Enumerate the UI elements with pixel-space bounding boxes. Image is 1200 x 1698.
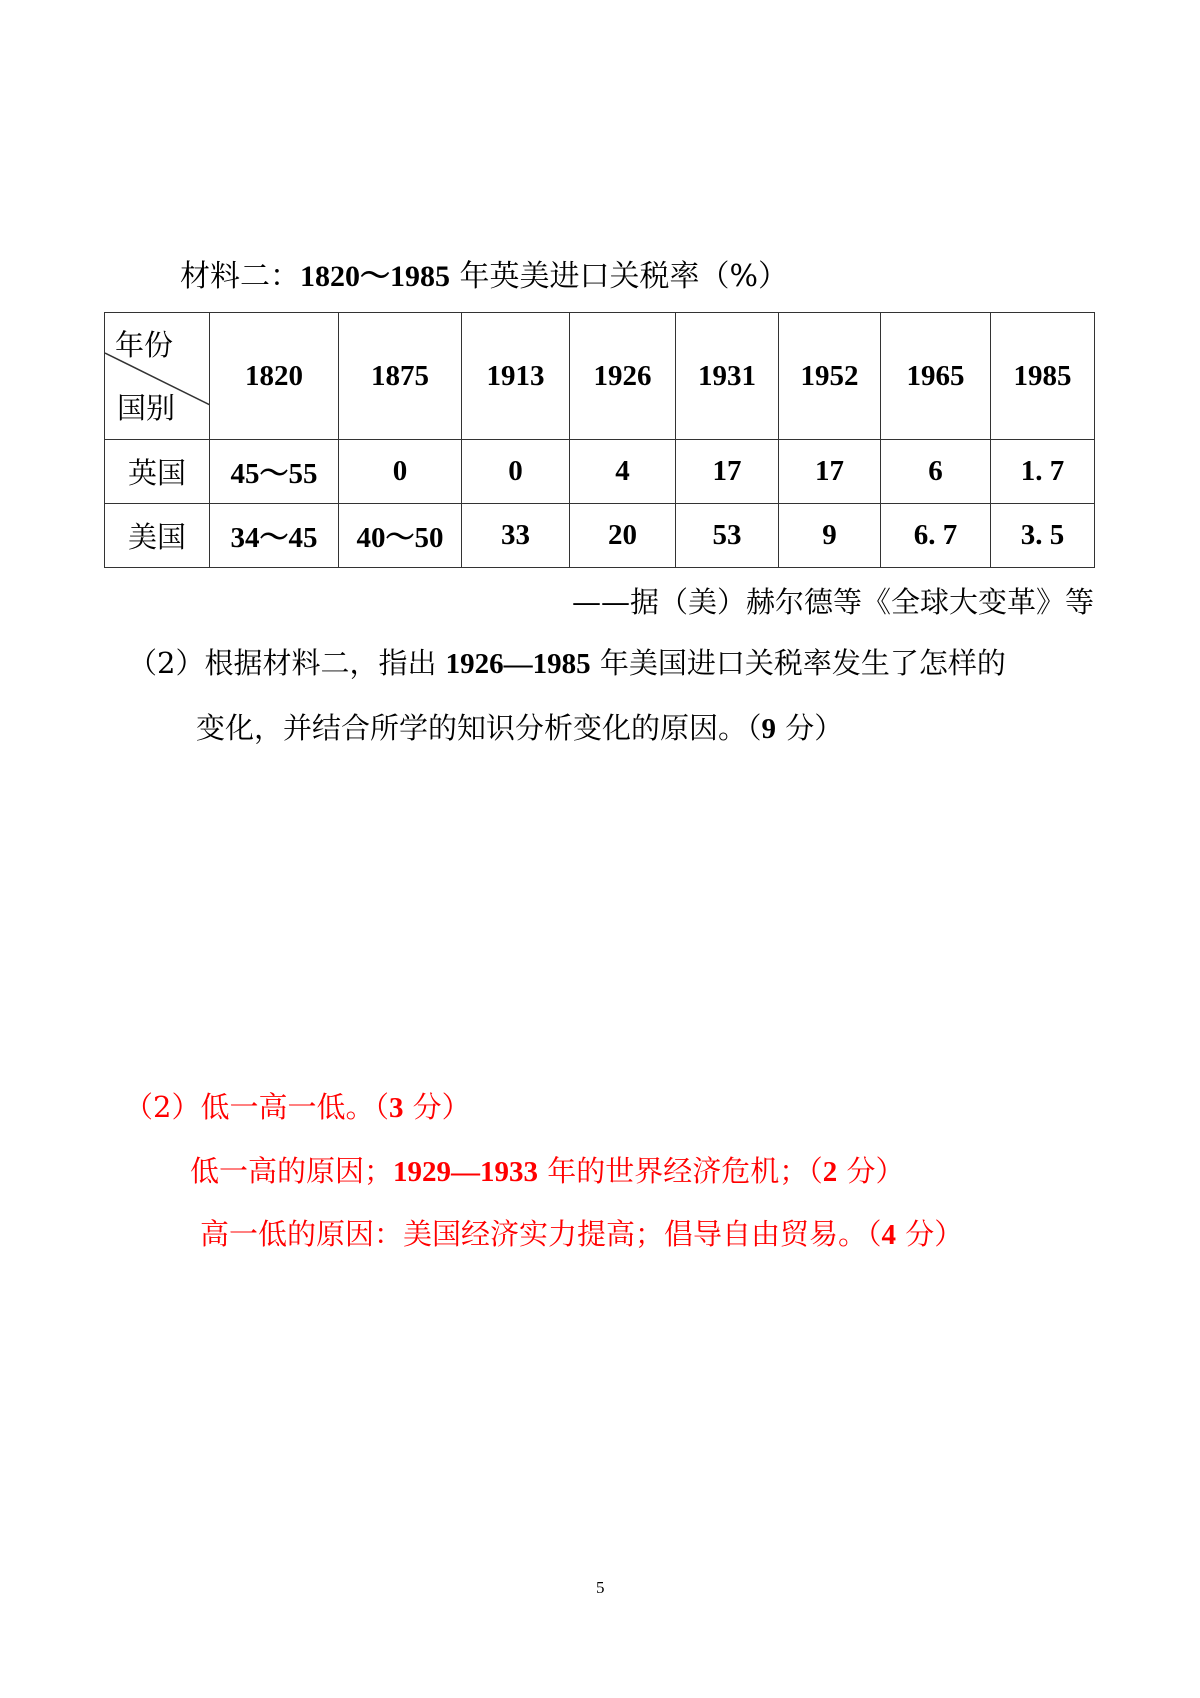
answer-line-2	[190, 1152, 904, 1191]
table-corner-cell	[105, 313, 210, 440]
tariff-table	[104, 312, 1095, 568]
question-text-part2: 年美国进口关税率发生了怎样的	[590, 646, 1006, 680]
question-text-part1: 根据材料二，指出	[204, 646, 446, 680]
table-cell: 0	[462, 440, 570, 504]
answer-line1-points: 3	[388, 1092, 404, 1124]
table-cell: 40～50	[339, 504, 462, 568]
answer-line2-years: 1929—1933	[393, 1156, 539, 1188]
question-number: （2）	[128, 646, 205, 680]
question-text-line2b: 分）	[776, 711, 844, 745]
table-cell: 1. 7	[991, 440, 1095, 504]
year-header: 1985	[991, 313, 1095, 440]
question-2	[128, 644, 1098, 748]
answer-line1-suffix: 分）	[403, 1090, 471, 1124]
answer-line2-suffix: 分）	[837, 1154, 905, 1188]
question-line-2	[128, 709, 1098, 748]
corner-country-label: 国别	[117, 391, 176, 425]
year-header: 1952	[779, 313, 881, 440]
question-points: 9	[761, 713, 777, 745]
table-row-us	[105, 504, 1095, 568]
table-cell: 3. 5	[991, 504, 1095, 568]
year-header: 1965	[881, 313, 991, 440]
table-header-row	[105, 313, 1095, 440]
year-header: 1820	[210, 313, 339, 440]
answer-line3-suffix: 分）	[896, 1217, 964, 1251]
corner-year-label: 年份	[115, 328, 174, 362]
answer-line2-points: 2	[822, 1156, 838, 1188]
answer-line-3	[200, 1215, 963, 1254]
table-cell: 17	[676, 440, 779, 504]
material-title-years: 1820～1985	[300, 260, 450, 293]
answer-line-1	[124, 1088, 471, 1127]
table-cell: 6. 7	[881, 504, 991, 568]
table-row-uk	[105, 440, 1095, 504]
table-cell: 9	[779, 504, 881, 568]
table-cell: 34～45	[210, 504, 339, 568]
material-title	[180, 258, 788, 296]
table-cell: 53	[676, 504, 779, 568]
source-citation: ——据（美）赫尔德等《全球大变革》等	[571, 585, 1094, 619]
question-years: 1926—1985	[445, 648, 591, 680]
answer-line2-text: 低一高的原因；	[190, 1154, 394, 1188]
table-cell: 0	[339, 440, 462, 504]
year-header: 1931	[676, 313, 779, 440]
material-title-suffix: 年英美进口关税率（%）	[450, 259, 789, 294]
table-cell: 33	[462, 504, 570, 568]
table-cell: 4	[570, 440, 676, 504]
answer-line1-text: （2）低一高一低。（	[124, 1090, 389, 1124]
year-header: 1913	[462, 313, 570, 440]
answer-line3-text: 高一低的原因：美国经济实力提高；倡导自由贸易。（	[200, 1217, 882, 1251]
answer-line2-text-b: 年的世界经济危机；（	[538, 1154, 823, 1188]
year-header: 1875	[339, 313, 462, 440]
country-label-uk: 英国	[105, 440, 210, 504]
table-cell: 6	[881, 440, 991, 504]
question-text-line2a: 变化，并结合所学的知识分析变化的原因。（	[196, 711, 762, 745]
material-title-prefix: 材料二：	[180, 259, 300, 294]
table-cell: 17	[779, 440, 881, 504]
table-cell: 45～55	[210, 440, 339, 504]
page-number: 5	[596, 1578, 605, 1597]
table-cell: 20	[570, 504, 676, 568]
answer-line3-points: 4	[881, 1219, 897, 1251]
country-label-us: 美国	[105, 504, 210, 568]
year-header: 1926	[570, 313, 676, 440]
